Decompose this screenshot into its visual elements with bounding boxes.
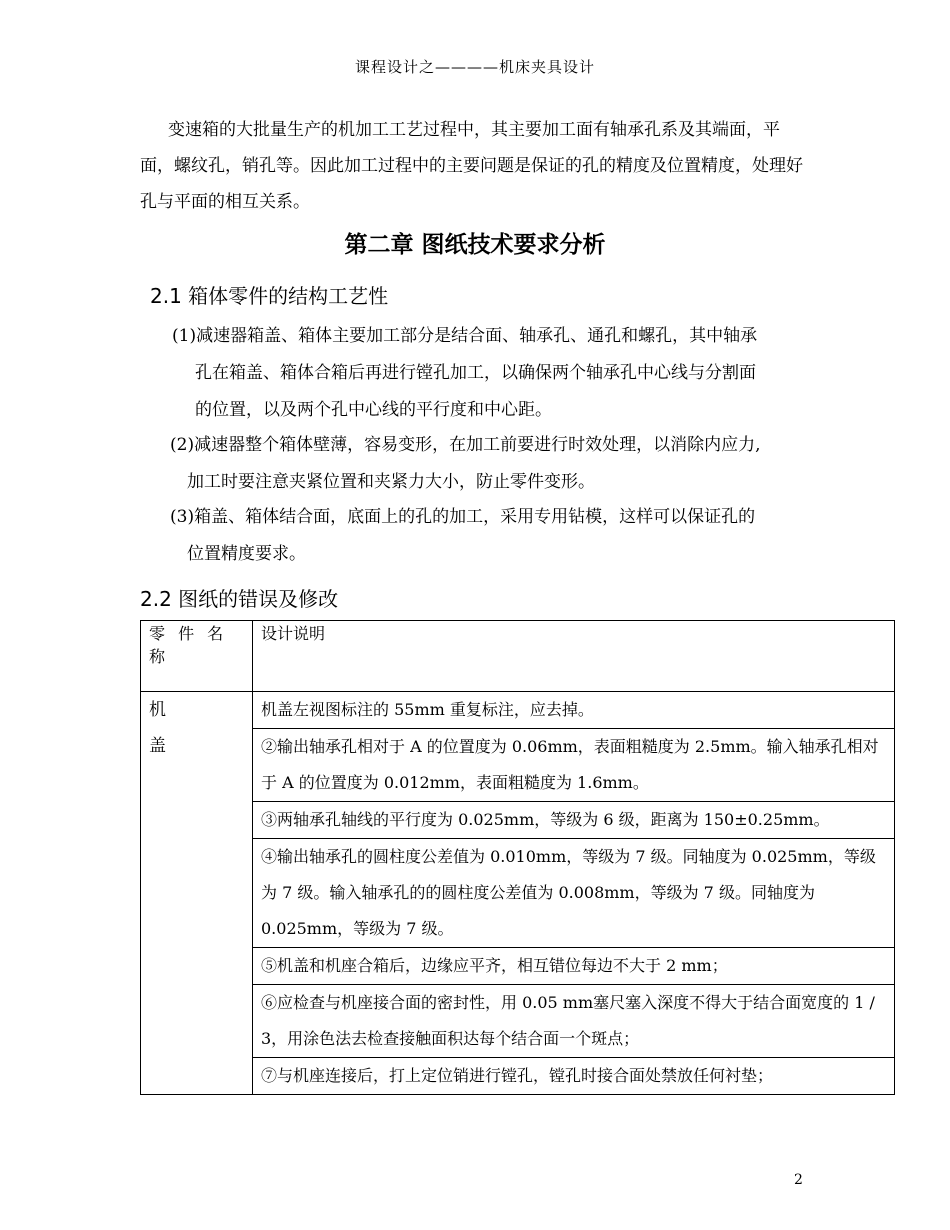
- table-cell: ⑤机盖和机座合箱后，边缘应平齐，相互错位每边不大于 2 mm；: [253, 948, 895, 985]
- table-row: [141, 1058, 895, 1095]
- part-name-cell: [141, 692, 253, 1095]
- table-row: [141, 948, 895, 985]
- table-cell: ⑦与机座连接后，打上定位销进行镗孔，镗孔时接合面处禁放任何衬垫；: [253, 1058, 895, 1095]
- item-3-line-2: 位置精度要求。: [187, 544, 306, 564]
- page-number: 2: [794, 1172, 803, 1188]
- list-item: [172, 318, 822, 429]
- table-row: [141, 985, 895, 1058]
- table-header-row: [141, 621, 895, 692]
- header-design-notes: 设计说明: [253, 621, 895, 692]
- section-2-2-title: 2.2 图纸的错误及修改: [140, 587, 339, 611]
- table-cell: ③两轴承孔轴线的平行度为 0.025mm，等级为 6 级，距离为 150±0.25mm。: [253, 802, 895, 839]
- header-part-name: 零 件 名 称: [141, 621, 253, 692]
- part-name-char-2: 盖: [149, 736, 166, 756]
- item-3-line-1: (3)箱盖、箱体结合面，底面上的孔的加工，采用专用钻模，这样可以保证孔的: [170, 507, 756, 527]
- item-1-line-1: (1)减速器箱盖、箱体主要加工部分是结合面、轴承孔、通孔和螺孔，其中轴承: [172, 326, 758, 346]
- table-row: [141, 729, 895, 802]
- item-1-line-3: 的位置，以及两个孔中心线的平行度和中心距。: [195, 400, 552, 420]
- table-row: [141, 692, 895, 729]
- section-2-1-title: 2.1 箱体零件的结构工艺性: [150, 284, 389, 308]
- item-1-line-2: 孔在箱盖、箱体合箱后再进行镗孔加工，以确保两个轴承孔中心线与分割面: [195, 363, 756, 383]
- page-header: 课程设计之————机床夹具设计: [354, 58, 595, 76]
- intro-paragraph: 变速箱的大批量生产的机加工工艺过程中，其主要加工面有轴承孔系及其端面，平面，螺纹孔，销孔等。因此加工过程中的主要问题是保证的孔的精度及位置精度，处理好孔与平面的相互关系。: [140, 120, 803, 212]
- table-cell: ②输出轴承孔相对于 A 的位置度为 0.06mm，表面粗糙度为 2.5mm。输入轴承孔相对于 A 的位置度为 0.012mm，表面粗糙度为 1.6mm。: [253, 729, 895, 802]
- table-cell: ④输出轴承孔的圆柱度公差值为 0.010mm，等级为 7 级。同轴度为 0.025mm，等级为 7 级。输入轴承孔的的圆柱度公差值为 0.008mm，等级为 7 级。同轴度为 0.025mm，等级为 7 级。: [253, 839, 895, 948]
- table-row: [141, 839, 895, 948]
- list-item: [170, 499, 820, 573]
- list-item: [170, 427, 820, 501]
- item-2-line-2: 加工时要注意夹紧位置和夹紧力大小，防止零件变形。: [187, 472, 595, 492]
- chapter-title: 第二章 图纸技术要求分析: [344, 232, 606, 258]
- table-row: [141, 802, 895, 839]
- table-cell: ⑥应检查与机座接合面的密封性，用 0.05 mm塞尺塞入深度不得大于结合面宽度的 1 / 3，用涂色法去检查接触面积达每个结合面一个斑点；: [253, 985, 895, 1058]
- part-name-char-1: 机: [149, 700, 166, 720]
- design-notes-table: [140, 620, 895, 1095]
- table-cell: 机盖左视图标注的 55mm 重复标注，应去掉。: [253, 692, 895, 729]
- item-2-line-1: (2)减速器整个箱体壁薄，容易变形，在加工前要进行时效处理，以消除内应力,: [170, 435, 761, 455]
